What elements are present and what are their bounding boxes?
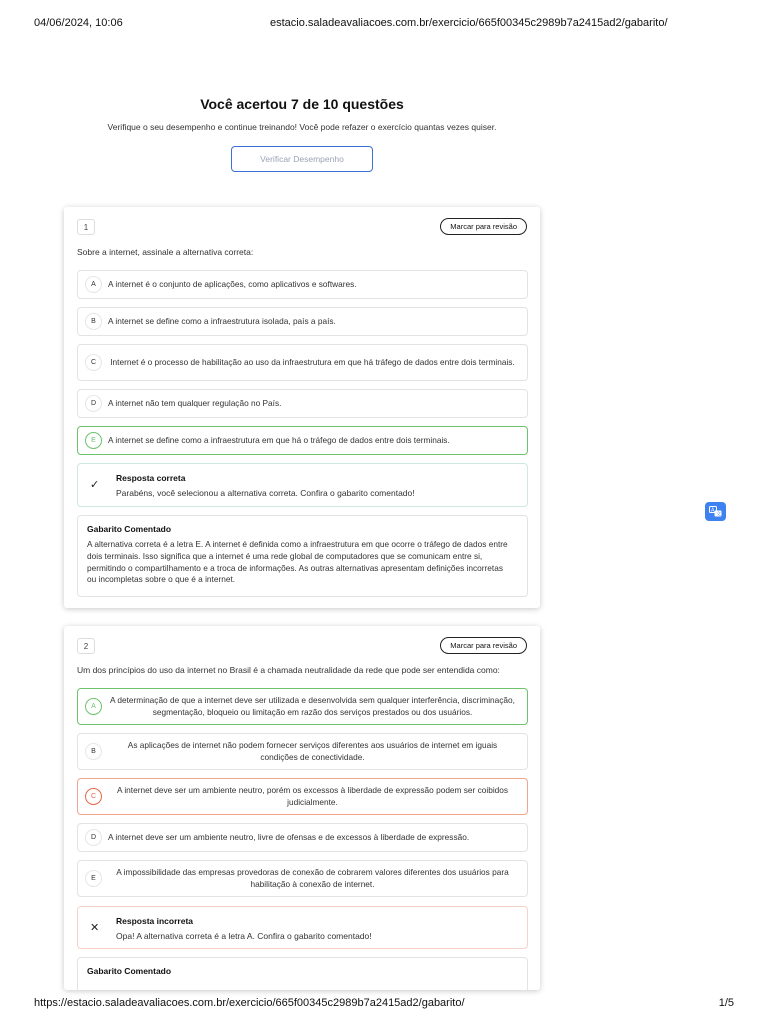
close-icon: ✕ xyxy=(90,922,100,934)
translate-icon[interactable] xyxy=(705,502,726,521)
mark-review-button[interactable]: Marcar para revisão xyxy=(440,637,527,654)
page-title: Você acertou 7 de 10 questões xyxy=(200,96,404,112)
option-text: A impossibilidade das empresas provedoras de conexão de cobrarem valores diferentes dos usuários para habilitação à conexão de internet. xyxy=(116,867,509,889)
option-text: A internet deve ser um ambiente neutro, porém os excessos à liberdade de expressão podem ser coibidos judicialmente. xyxy=(116,785,509,807)
question-card-2 xyxy=(64,626,540,990)
feedback-title: Resposta incorreta xyxy=(116,916,193,926)
feedback-title: Resposta correta xyxy=(116,473,186,483)
option-text: A internet deve ser um ambiente neutro, livre de ofensas e de excessos à liberdade de expressão. xyxy=(108,831,470,842)
option-text: A internet se define como a infraestrutura em que há o tráfego de dados entre dois terminais. xyxy=(108,434,450,445)
option-letter: D xyxy=(85,395,102,412)
question-number: 1 xyxy=(77,219,95,235)
option-letter: A xyxy=(85,698,102,715)
print-url: estacio.saladeavaliacoes.com.br/exercicio/665f00345c2989b7a2415ad2/gabarito/ xyxy=(270,17,668,29)
question-card-1 xyxy=(64,207,540,608)
print-footer xyxy=(34,997,734,1009)
question-text: Um dos princípios do uso da internet no Brasil é a chamada neutralidade da rede que pode ser entendida como: xyxy=(77,665,500,675)
option-letter: B xyxy=(85,313,102,330)
explanation-title: Gabarito Comentado xyxy=(87,966,172,976)
verify-performance-button[interactable]: Verificar Desempenho xyxy=(231,146,373,172)
print-footer-url: https://estacio.saladeavaliacoes.com.br/exercicio/665f00345c2989b7a2415ad2/gabarito/ xyxy=(34,997,465,1009)
check-icon: ✓ xyxy=(90,479,100,491)
option-a[interactable] xyxy=(77,270,528,299)
option-text: Internet é o processo de habilitação ao uso da infraestrutura em que há tráfego de dados entre dois terminais. xyxy=(110,356,515,367)
answer-explanation xyxy=(77,957,528,990)
option-c[interactable] xyxy=(77,778,528,815)
explanation-title: Gabarito Comentado xyxy=(87,524,172,534)
print-date: 04/06/2024, 10:06 xyxy=(34,17,123,29)
feedback-message: Opa! A alternativa correta é a letra A. Confira o gabarito comentado! xyxy=(116,931,372,941)
option-letter: C xyxy=(85,788,102,805)
feedback-correct xyxy=(77,463,528,507)
option-text: A internet se define como a infraestrutura isolada, país a país. xyxy=(108,315,336,326)
question-text: Sobre a internet, assinale a alternativa correta: xyxy=(77,247,254,257)
option-a[interactable] xyxy=(77,688,528,725)
feedback-message: Parabéns, você selecionou a alternativa correta. Confira o gabarito comentado! xyxy=(116,488,415,498)
explanation-text: A alternativa correta é a letra E. A internet é definida como a infraestrutura em que ocorre o tráfego de dados entre dois terminais. Isso significa que a internet é uma rede global de computadores que se comunicam entre si, permitindo o compartilhamento e a troca de informações. As outras alternativas apresentam definições incorretas ou incompletas sobre o que é a internet. xyxy=(87,539,508,585)
print-page-number: 1/5 xyxy=(718,997,734,1009)
option-letter: E xyxy=(85,432,102,449)
option-letter: B xyxy=(85,743,102,760)
option-text: A determinação de que a internet deve ser utilizada e desenvolvida sem qualquer interferência, discriminação, segmentação, bloqueio ou limitação em razão dos serviços prestados ou dos usuários. xyxy=(110,695,515,717)
question-number: 2 xyxy=(77,638,95,654)
option-b[interactable] xyxy=(77,307,528,336)
option-letter: C xyxy=(85,354,102,371)
option-letter: D xyxy=(85,829,102,846)
option-letter: E xyxy=(85,870,102,887)
option-text: A internet não tem qualquer regulação no País. xyxy=(108,397,282,408)
answer-explanation xyxy=(77,515,528,597)
option-d[interactable] xyxy=(77,823,528,852)
page-subtitle: Verifique o seu desempenho e continue treinando! Você pode refazer o exercício quantas vezes quiser. xyxy=(107,122,497,132)
mark-review-button[interactable]: Marcar para revisão xyxy=(440,218,527,235)
option-c[interactable] xyxy=(77,344,528,381)
feedback-incorrect xyxy=(77,906,528,949)
translate-glyph xyxy=(709,506,722,517)
option-d[interactable] xyxy=(77,389,528,418)
option-e[interactable] xyxy=(77,426,528,455)
option-text: As aplicações de internet não podem fornecer serviços diferentes aos usuários de internet em iguais condições de conectividade. xyxy=(127,740,498,762)
svg-text:A: A xyxy=(711,507,715,514)
option-e[interactable] xyxy=(77,860,528,897)
option-letter: A xyxy=(85,276,102,293)
option-b[interactable] xyxy=(77,733,528,770)
svg-text:文: 文 xyxy=(716,511,722,517)
option-text: A internet é o conjunto de aplicações, como aplicativos e softwares. xyxy=(108,278,357,289)
